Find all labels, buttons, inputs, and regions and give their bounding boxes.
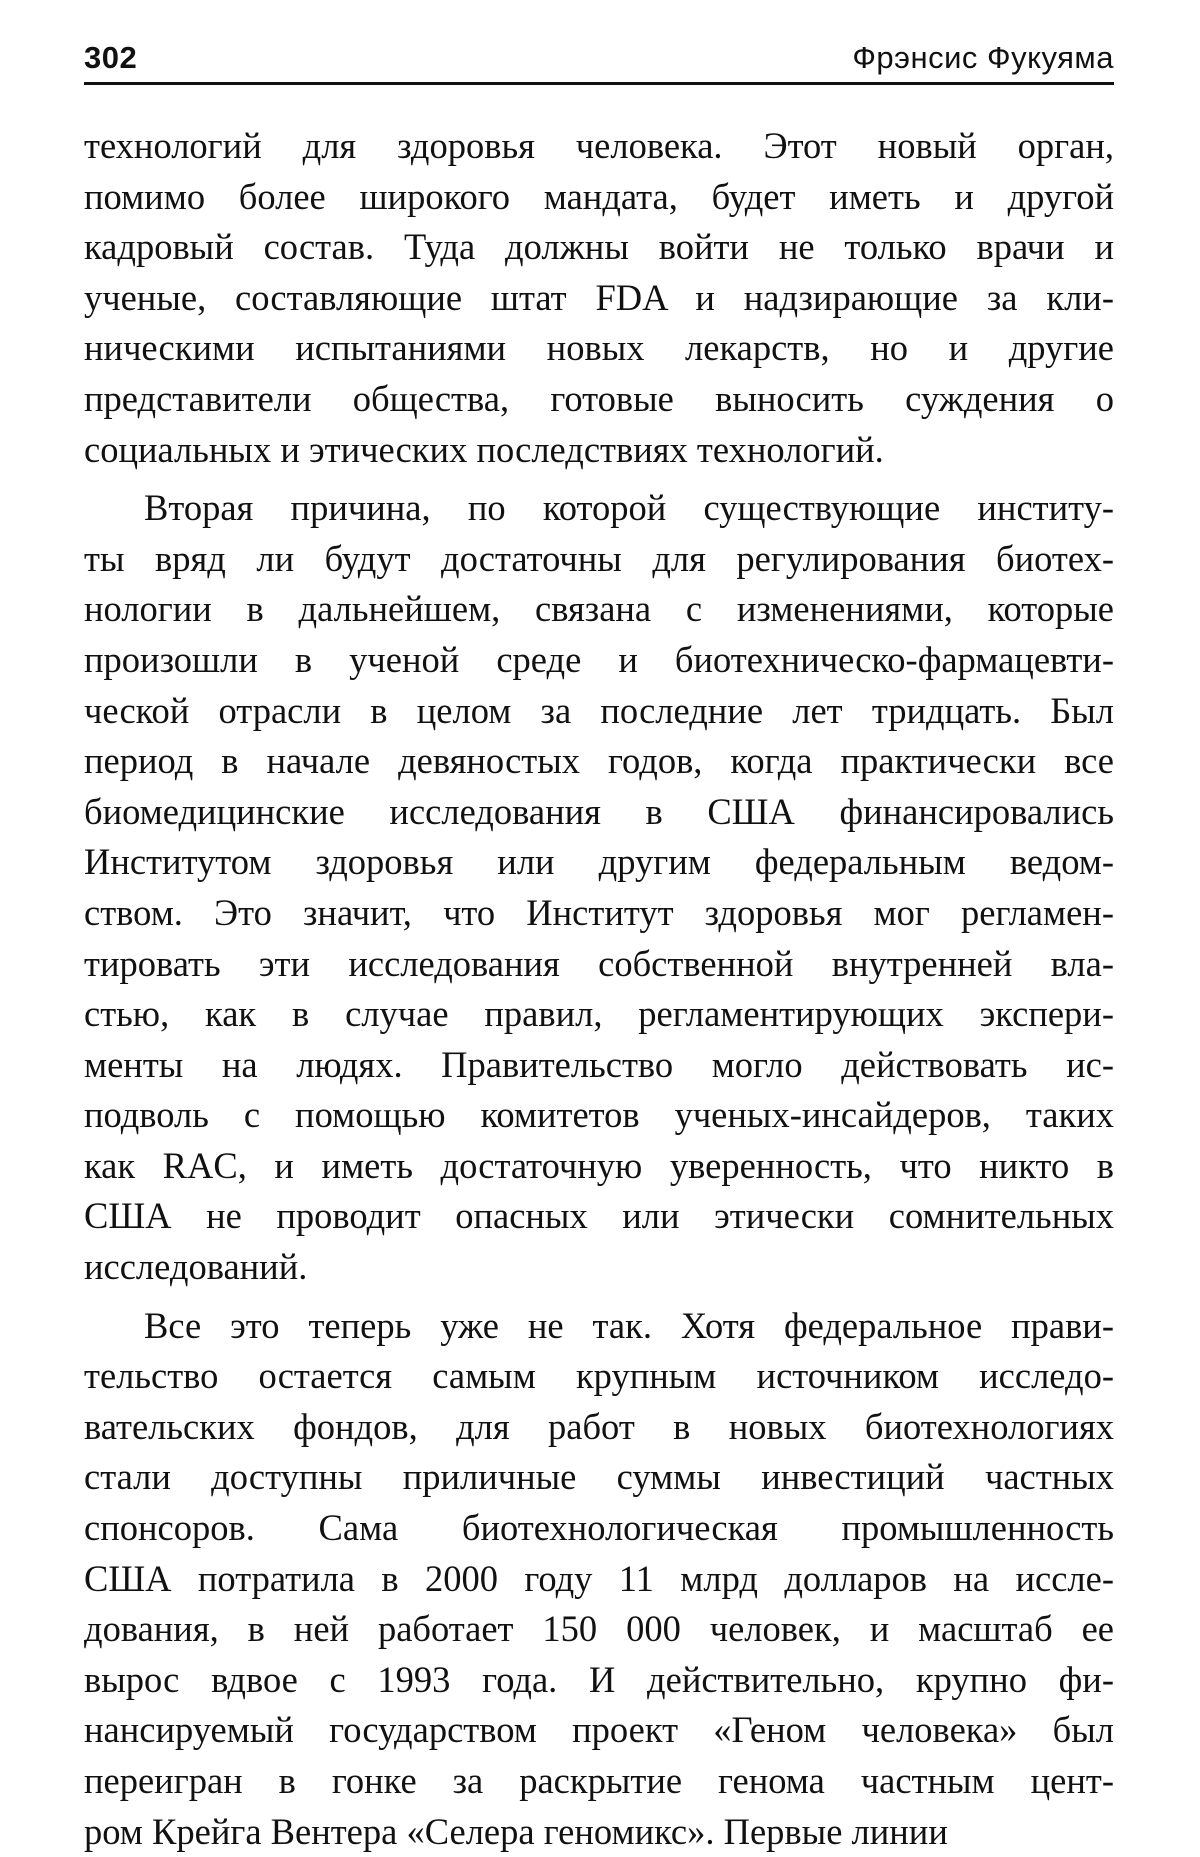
paragraph [84, 1301, 1114, 1857]
running-head-author: Фрэнсис Фукуяма [852, 40, 1114, 75]
text-line: технологий для здоровья человека. Этот новый орган, [84, 125, 1114, 166]
paragraph [84, 121, 1114, 475]
text-line: стали доступны приличные суммы инвестиций частных [84, 1456, 1114, 1498]
text-line: Институтом здоровья или другим федеральным ведом- [84, 841, 1114, 883]
text-line: стью, как в случае правил, регламентирующих экспери- [84, 993, 1114, 1035]
text-line: вырос вдвое с 1993 года. И действительно, крупно фи- [84, 1658, 1114, 1700]
text-line: помимо более широкого мандата, будет иметь и другой [84, 175, 1114, 217]
text-line: США потратила в 2000 году 11 млрд долларов на иссле- [84, 1557, 1114, 1599]
text-line: Вторая причина, по которой существующие институ- [144, 487, 1114, 529]
text-line: ством. Это значит, что Институт здоровья мог регламен- [84, 891, 1114, 933]
text-line: дования, в ней работает 150 000 человек, и масштаб ее [84, 1608, 1114, 1650]
text-line: кадровый состав. Туда должны войти не только врачи и [84, 226, 1114, 268]
text-line: произошли в ученой среде и биотехническо-фармацевти- [84, 638, 1114, 680]
text-line: ническими испытаниями новых лекарств, но и другие [84, 327, 1114, 369]
text-line: спонсоров. Сама биотехнологическая промышленность [84, 1507, 1114, 1549]
text-line: период в начале девяностых годов, когда практически все [84, 740, 1114, 782]
running-head [84, 28, 1114, 76]
text-line: ученые, составляющие штат FDA и надзирающие за кли- [84, 276, 1114, 318]
text-line: США не проводит опасных или этически сомнительных [84, 1195, 1114, 1237]
text-line: исследований. [84, 1246, 308, 1288]
header-rule [84, 82, 1114, 85]
text-line: тельство остается самым крупным источником исследо- [84, 1355, 1114, 1397]
text-line: представители общества, готовые выносить суждения о [84, 377, 1114, 419]
text-line: подволь с помощью комитетов ученых-инсайдеров, таких [84, 1094, 1114, 1136]
text-line: нансируемый государством проект «Геном человека» был [84, 1709, 1114, 1751]
paragraph [84, 483, 1114, 1293]
text-line: менты на людях. Правительство могло действовать ис- [84, 1043, 1114, 1085]
text-line: ром Крейга Вентера «Селера геномикс». Первые линии [84, 1810, 948, 1852]
book-page [84, 28, 1114, 1857]
text-line: нологии в дальнейшем, связана с изменениями, которые [84, 588, 1114, 630]
text-line: ческой отрасли в целом за последние лет тридцать. Был [84, 689, 1114, 731]
text-line: тировать эти исследования собственной внутренней вла- [84, 942, 1114, 984]
text-line: переигран в гонке за раскрытие генома частным цент- [84, 1760, 1114, 1801]
text-line: как RAC, и иметь достаточную уверенность, что никто в [84, 1144, 1114, 1186]
text-line: Все это теперь уже не так. Хотя федеральное прави- [144, 1304, 1114, 1346]
body-text [84, 121, 1114, 1857]
text-line: биомедицинские исследования в США финансировались [84, 790, 1114, 832]
page-number: 302 [84, 40, 138, 75]
text-line: социальных и этических последствиях технологий. [84, 428, 884, 470]
text-line: вательских фондов, для работ в новых биотехнологиях [84, 1405, 1114, 1447]
text-line: ты вряд ли будут достаточны для регулирования биотех- [84, 537, 1114, 579]
